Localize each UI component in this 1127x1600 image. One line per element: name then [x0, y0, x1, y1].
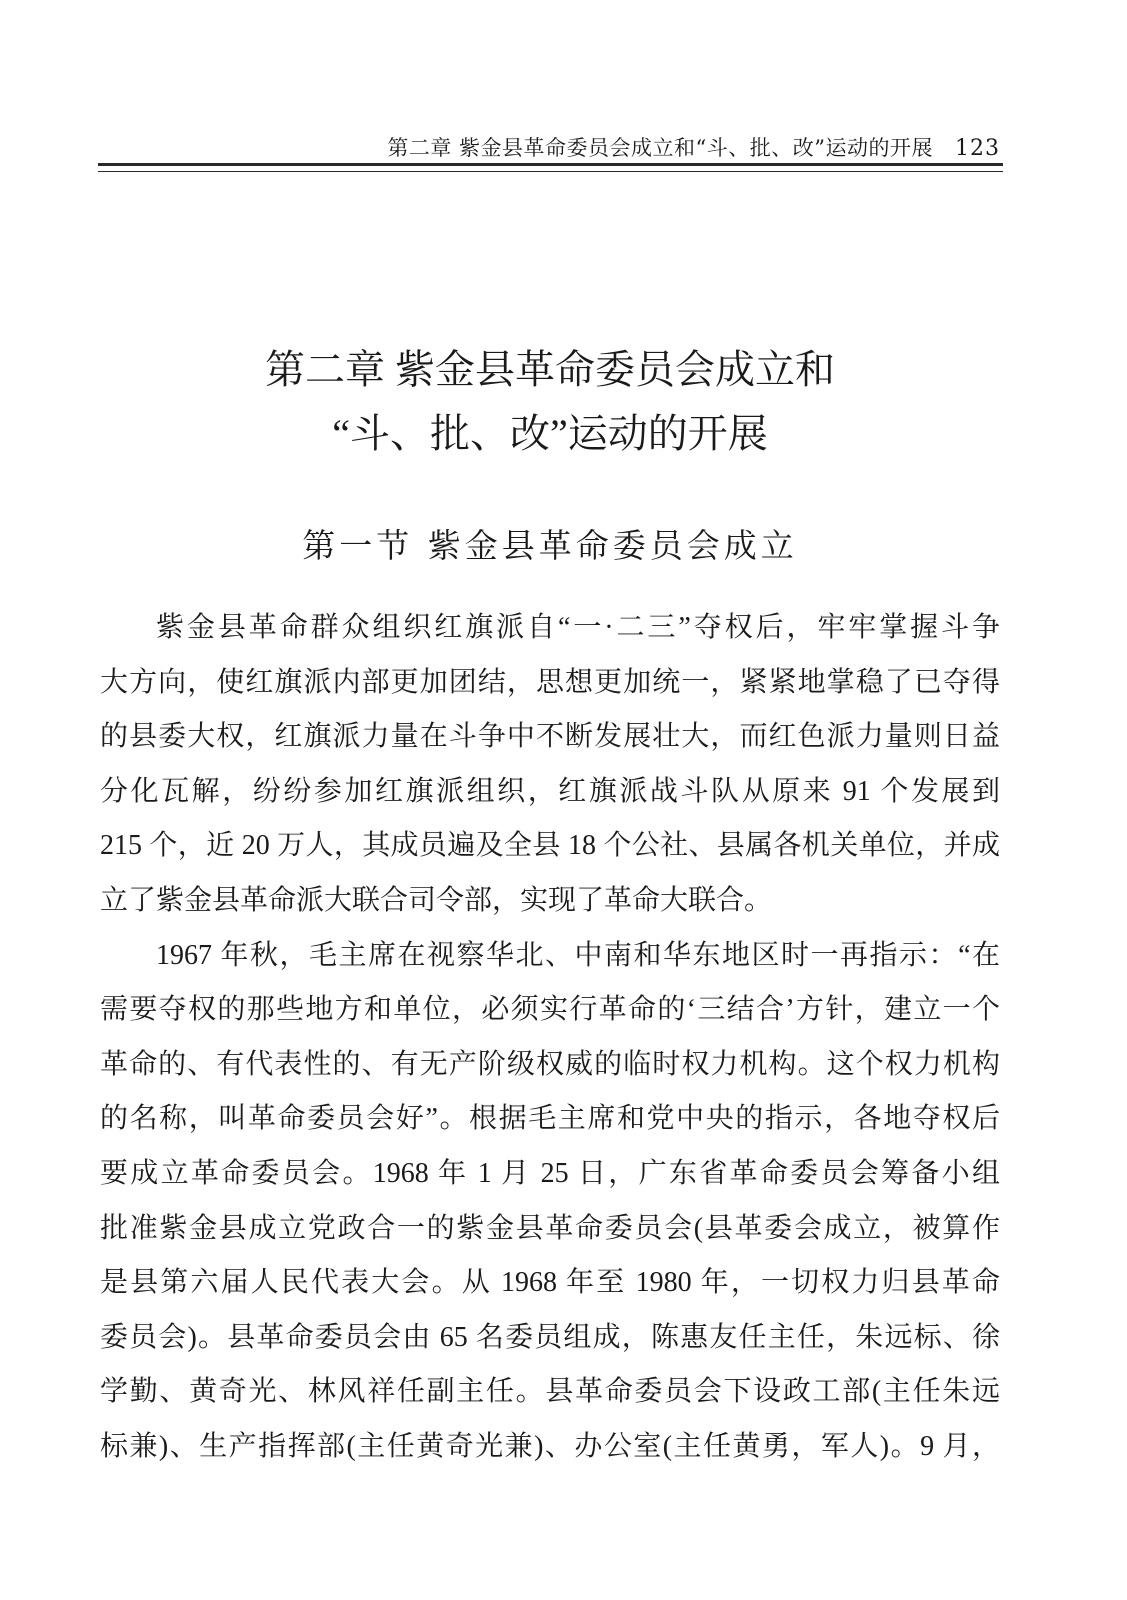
section-title: 第一节 紫金县革命委员会成立: [302, 526, 798, 565]
body-line: 标兼)、生产指挥部(主任黄奇光兼)、办公室(主任黄勇，军人)。9 月，: [100, 1430, 1000, 1462]
header-rule-thin: [98, 171, 1003, 172]
body-line: 的名称，叫革命委员会好”。根据毛主席和党中央的指示，各地夺权后: [100, 1103, 1000, 1135]
body-line: 立了紫金县革命派大联合司令部，实现了革命大联合。: [100, 884, 773, 916]
body-line: 1967 年秋，毛主席在视察华北、中南和华东地区时一再指示：“在: [156, 939, 1000, 971]
body-line: 委员会)。县革命委员会由 65 名委员组成，陈惠友任主任，朱远标、徐: [100, 1321, 1000, 1353]
chapter-title-line-2: “斗、批、改”运动的开展: [332, 411, 768, 456]
running-header: [100, 128, 1000, 168]
body-line: 大方向，使红旗派内部更加团结，思想更加统一，紧紧地掌稳了已夺得: [100, 666, 1000, 698]
header-rule-thick: [98, 163, 1003, 166]
page-number: 123: [955, 136, 1000, 161]
body-line: 的县委大权，红旗派力量在斗争中不断发展壮大，而红色派力量则日益: [100, 721, 1000, 753]
body-line: 215 个，近 20 万人，其成员遍及全县 18 个公社、县属各机关单位，并成: [100, 830, 1000, 862]
body-line: 学勤、黄奇光、林风祥任副主任。县革命委员会下设政工部(主任朱远: [100, 1376, 1000, 1408]
running-header-title: 第二章 紫金县革命委员会成立和“斗、批、改”运动的开展: [387, 136, 933, 160]
body-line: 批准紫金县成立党政合一的紫金县革命委员会(县革委会成立，被算作: [100, 1212, 1000, 1244]
body-line: 需要夺权的那些地方和单位，必须实行革命的‘三结合’方针，建立一个: [100, 994, 1000, 1026]
body-line: 革命的、有代表性的、有无产阶级权威的临时权力机构。这个权力机构: [100, 1048, 1000, 1080]
body-line: 要成立革命委员会。1968 年 1 月 25 日，广东省革命委员会筹备小组: [100, 1157, 1000, 1189]
chapter-title: [100, 338, 1000, 466]
body-line: 是县第六届人民代表大会。从 1968 年至 1980 年，一切权力归县革命: [100, 1267, 1000, 1299]
body-line: 紫金县革命群众组织红旗派自“一·二三”夺权后，牢牢掌握斗争: [156, 612, 1000, 643]
body-text: [100, 601, 1000, 1475]
body-line: 分化瓦解，纷纷参加红旗派组织，红旗派战斗队从原来 91 个发展到: [100, 775, 1000, 807]
chapter-title-line-1: 第二章 紫金县革命委员会成立和: [265, 347, 835, 392]
